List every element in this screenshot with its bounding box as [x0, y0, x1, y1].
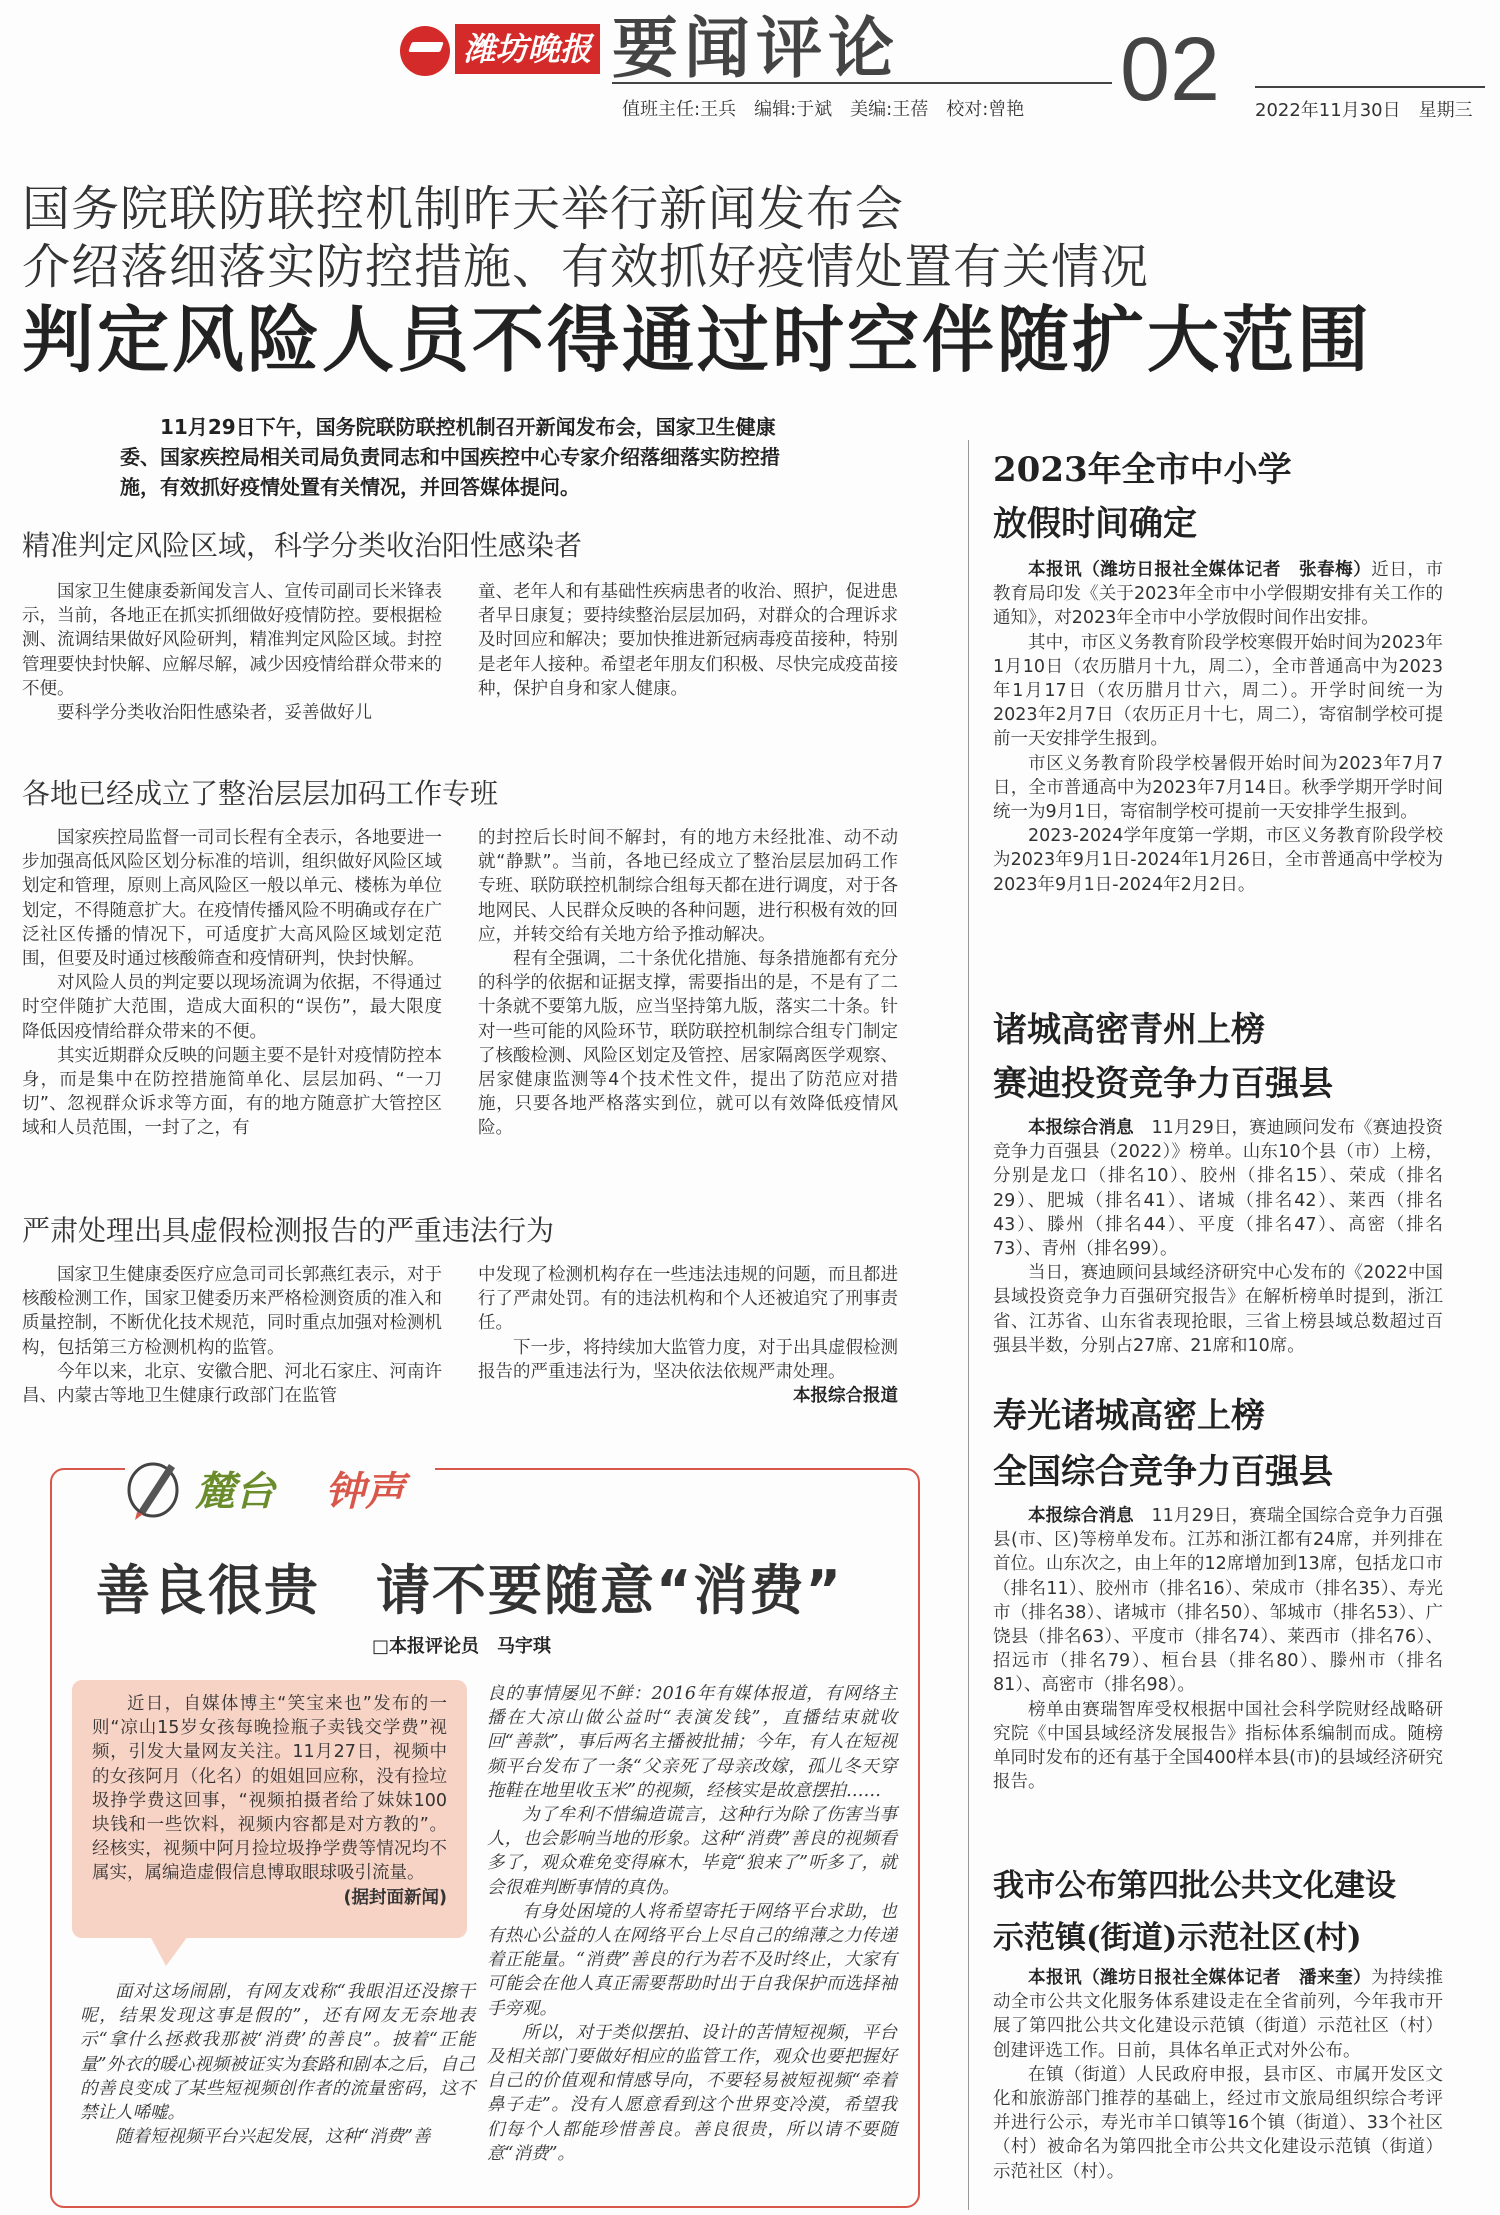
- story-4-headline-1: 我市公布第四批公共文化建设: [993, 1868, 1396, 1904]
- paragraph: 市区义务教育阶段学校暑假开始时间为2023年7月7日，全市普通高中为2023年7月14日。秋季学期开学时间统一为9月1日，寄宿制学校可提前一天安排学生报到。: [993, 753, 1443, 823]
- story-tag: 本报讯（潍坊日报社全媒体记者 张春梅）: [1028, 560, 1372, 580]
- commentary-col-2: [487, 1682, 897, 2166]
- story-1-headline-2: 放假时间确定: [993, 504, 1197, 544]
- paragraph: 国家卫生健康委医疗应急司司长郭燕红表示，对于核酸检测工作，国家卫健委历来严格检测资质的准入和质量控制，不断优化技术规范，同时重点加强对检测机构，包括第三方检测机构的监管。: [22, 1265, 442, 1358]
- story-2-headline-1: 诸城高密青州上榜: [993, 1010, 1265, 1050]
- byline: 本报综合报道: [793, 1386, 898, 1407]
- story-2-headline-2: 赛迪投资竞争力百强县: [993, 1064, 1333, 1104]
- paragraph: 11月29日，赛迪顾问发布《赛迪投资竞争力百强县（2022）》榜单。山东10个县（市）上榜，分别是龙口（排名10）、胶州（排名15）、荣成（排名29）、肥城（排名41）、诸城（排名42）、莱西（排名43）、滕州（排名44）、平度（排名47）、高密（排名73）、青州（排名99）。: [993, 1118, 1444, 1260]
- section-2-col-1: [22, 826, 442, 1141]
- section-1-heading: 精准判定风险区域，科学分类收治阳性感染者: [22, 529, 583, 562]
- paragraph: 所以，对于类似摆拍、设计的苦情短视频，平台及相关部门要做好相应的监管工作，观众也要把握好自己的价值观和情感导向，不要轻易被短视频“牵着鼻子走”。没有人愿意看到这个世界变冷漠，希望我们每个人都能珍惜善良。善良很贵，所以请不要随意“消费”。: [487, 2022, 897, 2164]
- paragraph: 为持续推动全市公共文化服务体系建设走在全省前列，今年我市开展了第四批公共文化建设示范镇（街道）示范社区（村）创建评选工作。日前，具体名单正式对外公布。: [993, 1968, 1444, 2061]
- quote-source: (据封面新闻): [343, 1887, 447, 1908]
- story-3-body: [993, 1504, 1443, 1794]
- paragraph: 对风险人员的判定要以现场流调为依据，不得通过时空伴随扩大范围，造成大面积的“误伤”，最大限度降低因疫情给群众带来的不便。: [22, 973, 442, 1042]
- quote-text: 近日，自媒体博主“笑宝来也”发布的一则“凉山15岁女孩每晚捡瓶子卖钱交学费”视频，引发大量网友关注。11月27日，视频中的女孩阿月（化名）的姐姐回应称，没有捡垃圾挣学费这回事，“视频拍摄者给了妹妹100块钱和一些饮料，视频内容都是对方教的”。经核实，视频中阿月捡垃圾挣学费等情况均不属实，属编造虚假信息博取眼球吸引流量。: [92, 1694, 447, 1884]
- section-3-heading: 严肃处理出具虚假检测报告的严重违法行为: [22, 1214, 555, 1247]
- story-tag: 本报综合消息: [1028, 1118, 1134, 1138]
- paragraph: 为了牟利不惜编造谎言，这种行为除了伤害当事人，也会影响当地的形象。这种“消费”善良的视频看多了，观众难免变得麻木，毕竟“狼来了”听多了，就会很难判断事情的真伪。: [487, 1805, 897, 1898]
- header-rule: [612, 82, 1112, 84]
- paragraph: 的封控后长时间不解封，有的地方未经批准、动不动就“静默”。当前，各地已经成立了整治层层加码工作专班、联防联控机制综合组每天都在进行调度，对于各地网民、人民群众反映的各种问题，进行积极有效的回应，并转交给有关地方给予推动解决。: [478, 828, 898, 945]
- section-2-heading: 各地已经成立了整治层层加码工作专班: [22, 777, 499, 810]
- main-headline: 判定风险人员不得通过时空伴随扩大范围: [22, 298, 1373, 382]
- section-1-col-2: [478, 580, 898, 701]
- paragraph: 有身处困境的人将希望寄托于网络平台求助，也有热心公益的人在网络平台上尽自己的绵薄之力传递着正能量。“消费”善良的行为若不及时终止，大家有可能会在他人真正需要帮助时出于自我保护而选择袖手旁观。: [487, 1901, 897, 2019]
- story-tag: 本报讯（潍坊日报社全媒体记者 潘来奎）: [1028, 1968, 1372, 1988]
- date-rule: [1255, 86, 1485, 88]
- paragraph: 榜单由赛瑞智库受权根据中国社会科学院财经战略研究院《中国县域经济发展报告》指标体系编制而成。随榜单同时发布的还有基于全国400样本县(市)的县域经济研究报告。: [993, 1699, 1443, 1793]
- paragraph: 程有全强调，二十条优化措施、每条措施都有充分的科学的依据和证据支撑，需要指出的是，不是有了二十条就不要第九版，应当坚持第九版，落实二十条。针对一些可能的风险环节，联防联控机制综合组专门制定了核酸检测、风险区划定及管控、居家隔离医学观察、居家健康监测等4个技术性文件，提出了防范应对措施，只要各地严格落实到位，就可以有效降低疫情风险。: [478, 949, 898, 1139]
- column-brand-b: 钟声: [325, 1469, 405, 1515]
- page-number: 02: [1120, 20, 1221, 120]
- commentary-byline: □本报评论员 马宇琪: [372, 1636, 552, 1657]
- lead-paragraph: 11月29日下午，国务院联防联控机制召开新闻发布会，国家卫生健康委、国家疾控局相关司局负责同志和中国疾控中心专家介绍落细落实防控措施，有效抓好疫情处置有关情况，并回答媒体提问。: [120, 415, 780, 499]
- quote-box: [72, 1680, 467, 1938]
- paragraph: 当日，赛迪顾问县域经济研究中心发布的《2022中国县域投资竞争力百强研究报告》在解析榜单时提到，浙江省、江苏省、山东省表现抢眼，三省上榜县域总数超过百强县半数，分别占27席、21席和10席。: [993, 1263, 1443, 1356]
- paragraph: 其实近期群众反映的问题主要不是针对疫情防控本身，而是集中在防控措施简单化、层层加码、“一刀切”、忽视群众诉求等方面，有的地方随意扩大管控区域和人员范围，一封了之，有: [22, 1045, 442, 1139]
- section-title: 要闻评论: [612, 9, 900, 87]
- paragraph: 中发现了检测机构存在一些违法违规的问题，而且都进行了严肃处罚。有的违法机构和个人还被追究了刑事责任。: [478, 1265, 898, 1334]
- paragraph: 其中，市区义务教育阶段学校寒假开始时间为2023年1月10日（农历腊月十九，周二），全市普通高中为2023年1月17日（农历腊月廿六，周二）。开学时间统一为2023年2月7日（农历正月十七，周二），寄宿制学校可提前一天安排学生报到。: [993, 632, 1443, 750]
- paragraph: 童、老年人和有基础性疾病患者的收治、照护，促进患者早日康复；要持续整治层层加码，对群众的合理诉求及时回应和解决；要加快推进新冠病毒疫苗接种，特别是老年人接种。希望老年朋友们积极、尽快完成疫苗接种，保护自身和家人健康。: [478, 582, 898, 699]
- section-3-col-1: [22, 1263, 442, 1408]
- brush-icon: [125, 1452, 185, 1522]
- editor-credits: 值班主任:王兵 编辑:于斌 美编:王蓓 校对:曾艳: [622, 99, 1025, 120]
- commentary-col-1: [80, 1980, 475, 2149]
- column-brand: [125, 1452, 435, 1532]
- paper-name: 潍坊晚报: [455, 24, 600, 74]
- paragraph: 良的事情屡见不鲜：2016年有媒体报道，有网络主播在大凉山做公益时“表演发钱”，直播结束就收回“善款”，事后两名主播被批捕；今年，有人在短视频平台发布了一条“父亲死了母亲改嫁，孤儿冬天穿拖鞋在地里收玉米”的视频，经核实是故意摆拍……: [487, 1684, 897, 1801]
- paragraph: 今年以来，北京、安徽合肥、河北石家庄、河南许昌、内蒙古等地卫生健康行政部门在监管: [22, 1361, 442, 1407]
- paragraph: 随着短视频平台兴起发展，这种“消费”善: [115, 2127, 431, 2148]
- paragraph: 下一步，将持续加大监管力度，对于出具虚假检测报告的严重违法行为，坚决依法依规严肃处理。: [478, 1337, 898, 1382]
- story-tag: 本报综合消息: [1028, 1506, 1134, 1526]
- paragraph: 面对这场闹剧，有网友戏称“我眼泪还没擦干呢，结果发现这事是假的”，还有网友无奈地表示“拿什么拯救我那被‘消费’的善良”。披着“正能量”外衣的暖心视频被证实为套路和剧本之后，自己的善良变成了某些短视频创作者的流量密码，这不禁让人唏嘘。: [80, 1982, 475, 2124]
- commentary-title: 善良很贵 请不要随意“消费”: [96, 1559, 843, 1622]
- paragraph: 在镇（街道）人民政府申报，县市区、市属开发区文化和旅游部门推荐的基础上，经过市文旅局组织综合考评并进行公示，寿光市羊口镇等16个镇（街道）、33个社区（村）被命名为第四批全市公共文化建设示范镇（街道）示范社区（村）。: [993, 2064, 1443, 2182]
- issue-date: 2022年11月30日 星期三: [1255, 100, 1473, 121]
- paragraph: 国家疾控局监督一司司长程有全表示，各地要进一步加强高低风险区划分标准的培训，组织做好风险区域划定和管理，原则上高风险区一般以单元、楼栋为单位划定，不得随意扩大。在疫情传播风险不明确或存在广泛社区传播的情况下，可适度扩大高风险区域划定范围，但要及时通过核酸筛查和疫情研判，快封快解。: [22, 828, 442, 970]
- story-1-body: [993, 558, 1443, 897]
- masthead: [0, 0, 1500, 130]
- paragraph: 11月29日，赛瑞全国综合竞争力百强县(市、区)等榜单发布。江苏和浙江都有24席，并列排在首位。山东次之，由上年的12席增加到13席，包括龙口市（排名11）、胶州市（排名16）、荣成市（排名35）、寿光市（排名38）、诸城市（排名50）、邹城市（排名53）、广饶县（排名63）、平度市（排名74）、莱西市（排名76）、招远市（排名79）、桓台县（排名80）、滕州市（排名81）、高密市（排名98）。: [993, 1506, 1444, 1696]
- story-2-body: [993, 1116, 1443, 1358]
- paragraph: 2023-2024学年度第一学期，市区义务教育阶段学校为2023年9月1日-2024年1月26日，全市普通高中学校为2023年9月1日-2024年2月2日。: [993, 826, 1443, 895]
- story-1-headline-1: 2023年全市中小学: [993, 450, 1292, 490]
- section-3-col-2: [478, 1263, 898, 1408]
- headline-line-1: 国务院联防联控机制昨天举行新闻发布会: [22, 181, 905, 237]
- story-4-headline-2: 示范镇(街道)示范社区(村): [993, 1920, 1362, 1956]
- column-brand-a: 麓台: [195, 1469, 275, 1515]
- section-1-col-1: [22, 580, 442, 725]
- paragraph: 要科学分类收治阳性感染者，妥善做好儿: [57, 703, 372, 724]
- column-divider: [968, 440, 969, 2210]
- story-3-headline-1: 寿光诸城高密上榜: [993, 1396, 1265, 1436]
- story-3-headline-2: 全国综合竞争力百强县: [993, 1452, 1333, 1492]
- quote-tail: [150, 1936, 188, 1966]
- section-2-col-2: [478, 826, 898, 1141]
- paper-logo-icon: [400, 26, 450, 76]
- headline-line-2: 介绍落细落实防控措施、有效抓好疫情处置有关情况: [22, 239, 1150, 295]
- paragraph: 国家卫生健康委新闻发言人、宣传司副司长米锋表示，当前，各地正在抓实抓细做好疫情防控。要根据检测、流调结果做好风险研判，精准判定风险区域。封控管理要快封快解、应解尽解，减少因疫情给群众带来的不便。: [22, 582, 442, 699]
- story-4-body: [993, 1966, 1443, 2184]
- paragraph: 近日，市教育局印发《关于2023年全市中小学假期安排有关工作的通知》，对2023年全市中小学放假时间作出安排。: [993, 560, 1444, 629]
